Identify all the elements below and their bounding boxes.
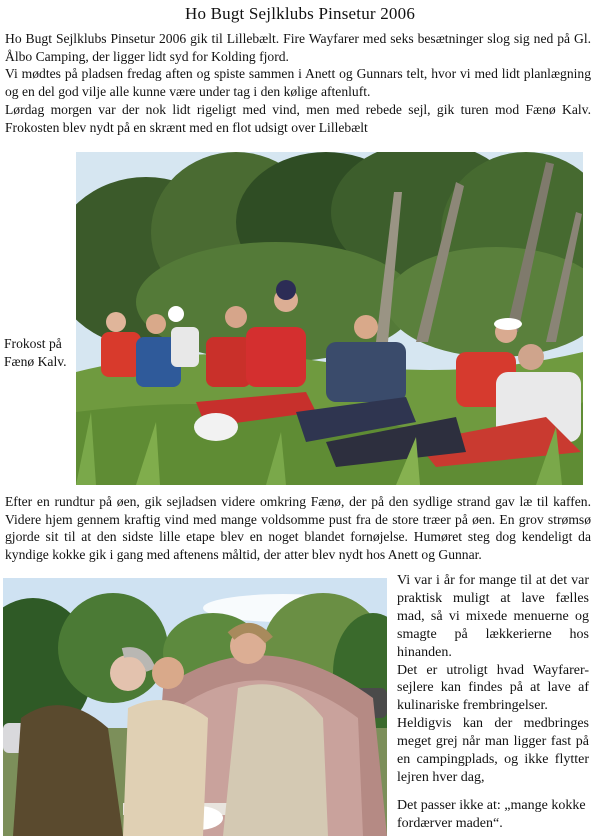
photo-caption: Frokost på Fænø Kalv.	[4, 336, 67, 369]
side-paragraph-1: Vi var i år for mange til at det var praktisk muligt at lave fælles mad, så vi mixede menuerne og smagte på lækkerierne hos hinanden.	[397, 573, 589, 660]
sunday-paragraph: Efter en rundtur på øen, gik sejladsen videre omkring Fænø, der på den sydlige strand gav læ til kaffen. Videre hjem gennem kraftig vind med mange voldsomme pust fra de store træer på øen. En grov strømsø gjorde sit til at den sidste lille etape blev en noget blandet fornøjelse. Humøret steg dog kendeligt da kyndige kokke gik i gang med aftenens måltid, der atter blev nydt hos Anett og Gunnar.	[5, 494, 591, 562]
page-title: Ho Bugt Sejlklubs Pinsetur 2006	[184, 4, 416, 23]
side-column	[397, 572, 589, 833]
lunch-photo	[76, 152, 583, 485]
intro-paragraph: Ho Bugt Sejlklubs Pinsetur 2006 gik til Lillebælt. Fire Wayfarer med seks besætninger slog sig ned på Gl. Ålbo Camping, der ligger lidt syd for Kolding fjord.	[5, 31, 591, 64]
side-paragraph-3: Heldigvis kan der medbringes meget grej når man ligger fast på en campingplads, og ikke flytter lejren hver dag,	[397, 716, 589, 785]
closing-quote: Det passer ikke at: „mange kokke fordærver maden“.	[397, 797, 586, 831]
friday-paragraph: Vi mødtes på pladsen fredag aften og spiste sammen i Anett og Gunnars telt, hvor vi med lidt planlægning og en del god vilje alle kunne være under tag i den kølige aftenluft.	[5, 66, 591, 99]
side-paragraph-2: Det er utroligt hvad Wayfarer-sejlere kan findes på at lave af kulinariske frembringelser.	[397, 662, 589, 714]
cooking-photo	[3, 578, 387, 836]
saturday-paragraph: Lørdag morgen var der nok lidt rigeligt med vind, men med rebede sejl, gik turen mod Fænø Kalv. Frokosten blev nydt på en skrænt med en flot udsigt over Lillebælt	[5, 102, 591, 135]
